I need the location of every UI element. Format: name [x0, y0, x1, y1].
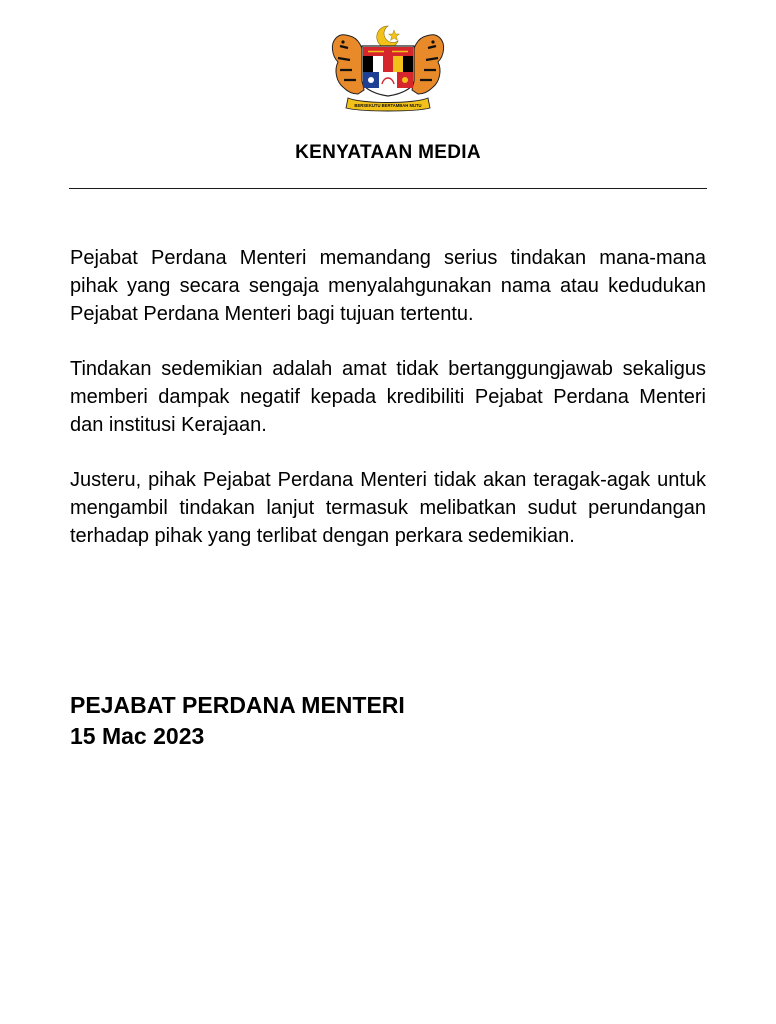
header-divider [69, 188, 707, 189]
statement-body [70, 244, 706, 577]
document-title: KENYATAAN MEDIA [295, 142, 481, 163]
statement-paragraph-1: Pejabat Perdana Menteri memandang serius tindakan mana-mana pihak yang secara sengaja menyalahgunakan nama atau kedudukan Pejabat Perdana Menteri bagi tujuan tertentu. [70, 247, 706, 325]
crest-motto: BERSEKUTU BERTAMBAH MUTU [354, 103, 422, 108]
issuing-office: PEJABAT PERDANA MENTERI [70, 692, 405, 718]
statement-paragraph-2: Tindakan sedemikian adalah amat tidak bertanggungjawab sekaligus memberi dampak negatif kepada kredibiliti Pejabat Perdana Menteri dan institusi Kerajaan. [70, 358, 706, 436]
coat-of-arms-icon [326, 24, 450, 114]
signoff-block [70, 690, 405, 752]
statement-paragraph-3: Justeru, pihak Pejabat Perdana Menteri tidak akan teragak-agak untuk mengambil tindakan lanjut termasuk melibatkan sudut perundangan terhadap pihak yang terlibat dengan perkara sedemikian. [70, 469, 706, 547]
statement-date: 15 Mac 2023 [70, 723, 205, 749]
